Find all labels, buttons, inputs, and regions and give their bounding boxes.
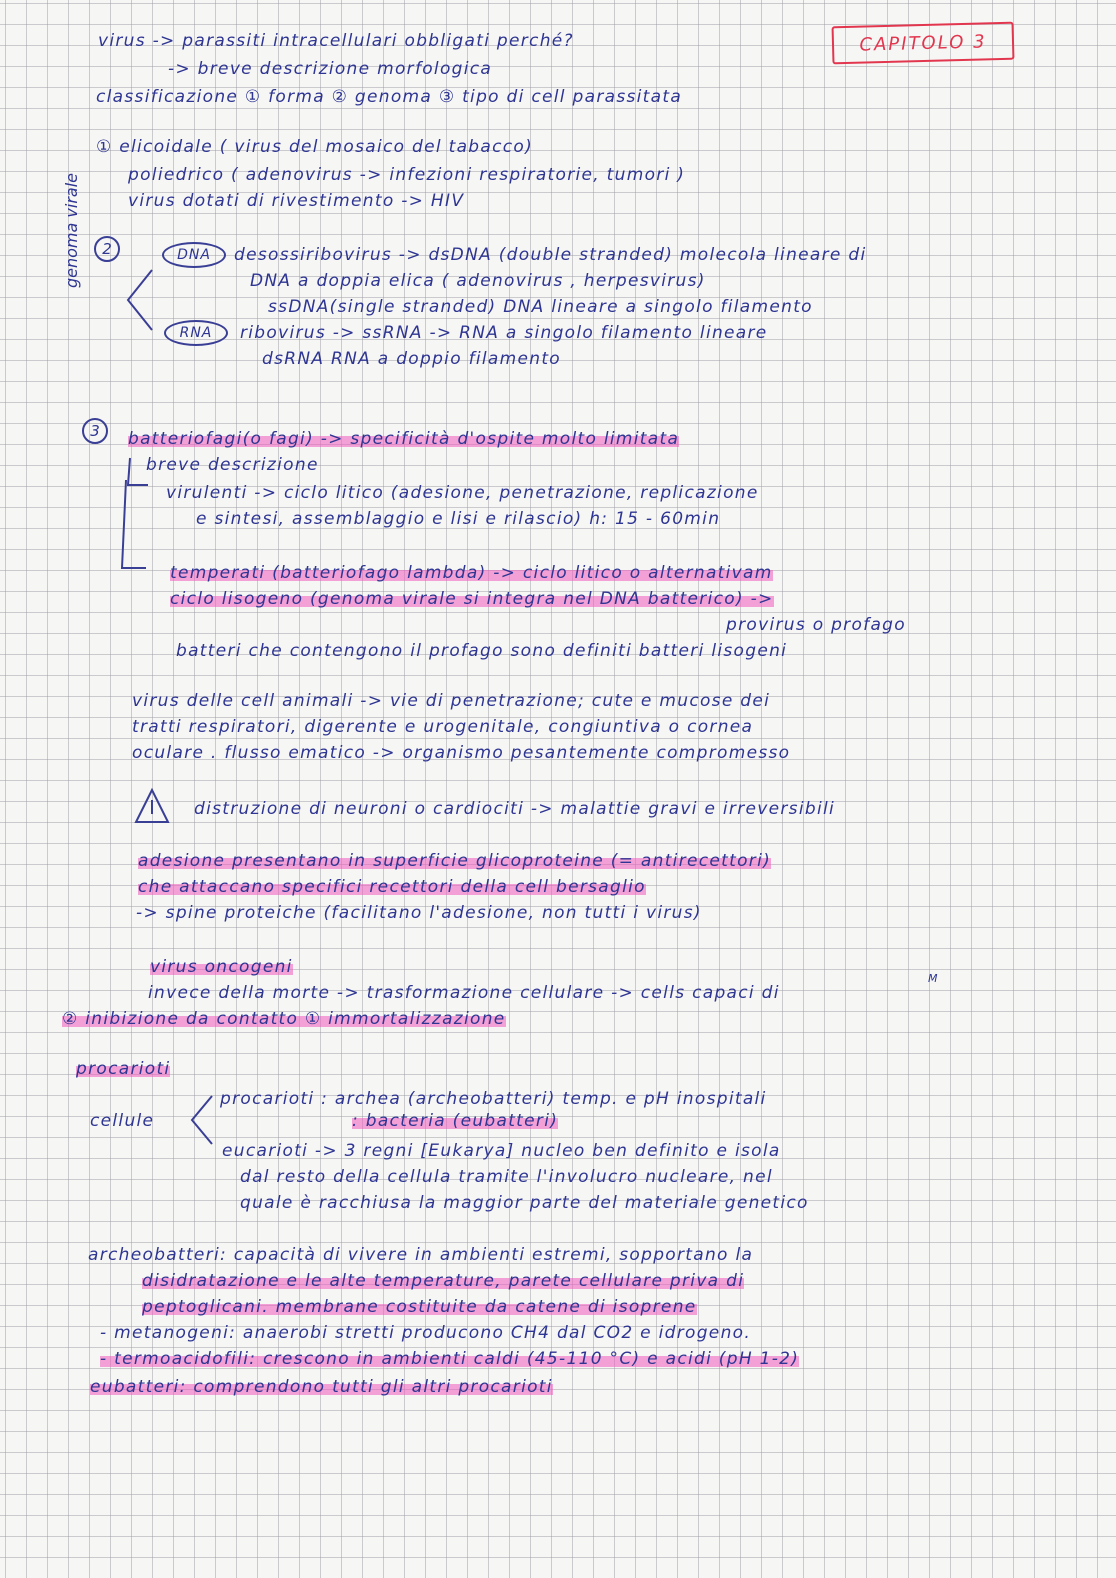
note-line: ssDNA(single stranded) DNA lineare a singolo filamento	[268, 297, 813, 317]
note-line: batteri che contengono il profago sono definiti batteri lisogeni	[176, 641, 788, 661]
rna-oval: RNA	[164, 320, 228, 346]
note-line: eucarioti -> 3 regni [Eukarya] nucleo ben definito e isola	[222, 1141, 781, 1161]
note-line: poliedrico ( adenovirus -> infezioni respiratorie, tumori )	[128, 165, 686, 185]
note-line: peptoglicani. membrane costituite da catene di isoprene	[142, 1297, 697, 1317]
note-line: procarioti	[76, 1059, 171, 1079]
note-line: classificazione ① forma ② genoma ③ tipo di cell parassitata	[96, 87, 683, 107]
note-line: quale è racchiusa la maggior parte del materiale genetico	[240, 1193, 809, 1213]
note-line: DNA a doppia elica ( adenovirus , herpesvirus)	[250, 271, 706, 291]
note-line: oculare . flusso ematico -> organismo pesantemente compromesso	[132, 743, 791, 763]
side-label: genoma virale	[62, 173, 81, 288]
note-line: - termoacidofili: crescono in ambienti caldi (45-110 °C) e acidi (pH 1-2)	[100, 1349, 800, 1369]
note-line: disidratazione e le alte temperature, parete cellulare priva di	[142, 1271, 745, 1291]
note-line: eubatteri: comprendono tutti gli altri procarioti	[90, 1377, 553, 1397]
note-line: e sintesi, assemblaggio e lisi e rilascio) h: 15 - 60min	[196, 509, 721, 529]
note-line: ribovirus -> ssRNA -> RNA a singolo filamento lineare	[240, 323, 768, 343]
cells-label: cellule	[90, 1111, 155, 1131]
note-line: virus -> parassiti intracellulari obbligati perché?	[98, 31, 574, 51]
note-line: archeobatteri: capacità di vivere in ambienti estremi, sopportano la	[88, 1245, 754, 1265]
note-line: temperati (batteriofago lambda) -> ciclo litico o alternativam	[170, 563, 773, 583]
note-line: batteriofagi(o fagi) -> specificità d'ospite molto limitata	[128, 429, 680, 449]
note-line: ② inibizione da contatto ① immortalizzazione	[62, 1009, 506, 1029]
note-line: : bacteria (eubatteri)	[352, 1111, 559, 1131]
chapter-title: CAPITOLO 3	[859, 30, 987, 56]
note-line: -> breve descrizione morfologica	[168, 59, 493, 79]
note-line: ① elicoidale ( virus del mosaico del tabacco)	[96, 137, 534, 157]
note-line: distruzione di neuroni o cardiociti -> malattie gravi e irreversibili	[194, 799, 836, 819]
note-line: procarioti : archea (archeobatteri) temp. e pH inospitali	[220, 1089, 767, 1109]
note-line: adesione presentano in superficie glicoproteine (= antirecettori)	[138, 851, 772, 871]
note-line: che attaccano specifici recettori della cell bersaglio	[138, 877, 646, 897]
note-line: breve descrizione	[146, 455, 319, 475]
dna-oval: DNA	[162, 242, 226, 268]
note-line: invece della morte -> trasformazione cellulare -> cells capaci di	[148, 983, 780, 1003]
note-line: provirus o profago	[726, 615, 906, 635]
note-line: desossiribovirus -> dsDNA (double stranded) molecola lineare di	[234, 245, 867, 265]
note-line: dal resto della cellula tramite l'involucro nucleare, nel	[240, 1167, 773, 1187]
number-circle: 2	[94, 236, 120, 262]
note-line: dsRNA RNA a doppio filamento	[262, 349, 562, 369]
note-line: -> spine proteiche (facilitano l'adesione, non tutti i virus)	[136, 903, 702, 923]
note-line: virulenti -> ciclo litico (adesione, penetrazione, replicazione	[166, 483, 759, 503]
number-circle: 3	[82, 418, 108, 444]
note-line: virus dotati di rivestimento -> HIV	[128, 191, 465, 211]
note-line: - metanogeni: anaerobi stretti producono CH4 dal CO2 e idrogeno.	[100, 1323, 752, 1343]
note-line: virus oncogeni	[150, 957, 293, 977]
note-line: ciclo lisogeno (genoma virale si integra nel DNA batterico) ->	[170, 589, 774, 609]
superscript-m: M	[928, 972, 939, 985]
note-line: virus delle cell animali -> vie di penetrazione; cute e mucose dei	[132, 691, 771, 711]
note-line: tratti respiratori, digerente e urogenitale, congiuntiva o cornea	[132, 717, 754, 737]
